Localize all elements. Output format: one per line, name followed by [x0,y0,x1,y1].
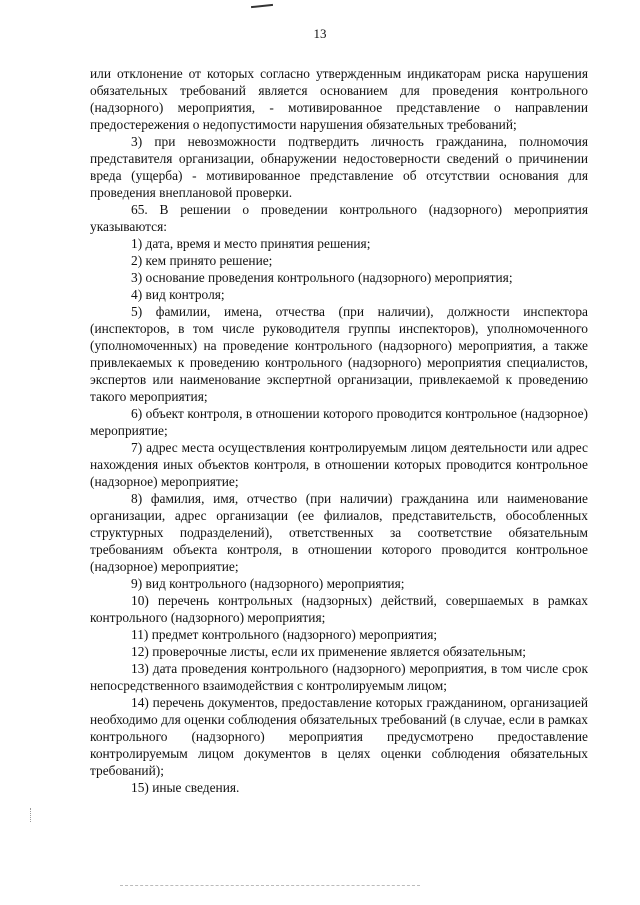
list-item-4: 4) вид контроля; [131,287,225,302]
scan-artifact-bottom [120,885,420,887]
list-item-6: 6) объект контроля, в отношении которого проводится контрольное (надзорное) мероприятие; [90,406,588,438]
list-item-8: 8) фамилия, имя, отчество (при наличии) гражданина или наименование организации, адрес организации (ее филиалов, представительств, обособленных структурных подразделений), ответственных за соответствие обязательным требованиям объекта контроля, в отношении которого проводится контрольное (надзорное) мероприятие; [90,491,588,574]
list-item-13: 13) дата проведения контрольного (надзорного) мероприятия, в том числе срок непосредственного взаимодействия с контролируемым лицом; [90,661,588,693]
list-item-11: 11) предмет контрольного (надзорного) мероприятия; [131,627,438,642]
scan-artifact-left [30,808,34,822]
list-item-5: 5) фамилии, имена, отчества (при наличии), должности инспектора (инспекторов, в том числе руководителя группы инспекторов), уполномоченного (уполномоченных) на проведение контрольного (надзорного) мероприятия, а также привлекаемых к проведению контрольного (надзорного) мероприятия специалистов, экспертов или наименование экспертной организации, привлекаемой к проведению такого мероприятия; [90,304,588,404]
list-item-1: 1) дата, время и место принятия решения; [131,236,371,251]
list-item-10: 10) перечень контрольных (надзорных) действий, совершаемых в рамках контрольного (надзорного) мероприятия; [90,593,588,625]
paragraph-65: 65. В решении о проведении контрольного (надзорного) мероприятия указываются: [90,202,588,234]
paragraph-item-3: 3) при невозможности подтвердить личность гражданина, полномочия представителя организации, обнаружении недостоверности сведений о причинении вреда (ущерба) - мотивированное представление об отсутствии основания для проведения внеплановой проверки. [90,134,588,200]
scan-artifact-top [251,4,273,8]
list-item-14: 14) перечень документов, предоставление которых гражданином, организацией необходимо для оценки соблюдения обязательных требований (в случае, если в рамках контрольного (надзорного) мероприятия предусмотрено предоставление контролируемым лицом документов в целях оценки соблюдения обязательных требований); [90,695,588,778]
page-number: 13 [313,26,327,41]
list-item-12: 12) проверочные листы, если их применение является обязательным; [131,644,527,659]
list-item-15: 15) иные сведения. [131,780,240,795]
list-item-9: 9) вид контрольного (надзорного) мероприятия; [131,576,405,591]
list-item-2: 2) кем принято решение; [131,253,273,268]
paragraph-continuation: или отклонение от которых согласно утвержденным индикаторам риска нарушения обязательных требований является основанием для проведения контрольного (надзорного) мероприятия, - мотивированное представление о направлении предостережения о недопустимости нарушения обязательных требований; [90,66,588,132]
list-item-7: 7) адрес места осуществления контролируемым лицом деятельности или адрес нахождения иных объектов контроля, в отношении которых проводится контрольное (надзорное) мероприятие; [90,440,588,489]
list-item-3: 3) основание проведения контрольного (надзорного) мероприятия; [131,270,513,285]
document-body [90,65,588,796]
